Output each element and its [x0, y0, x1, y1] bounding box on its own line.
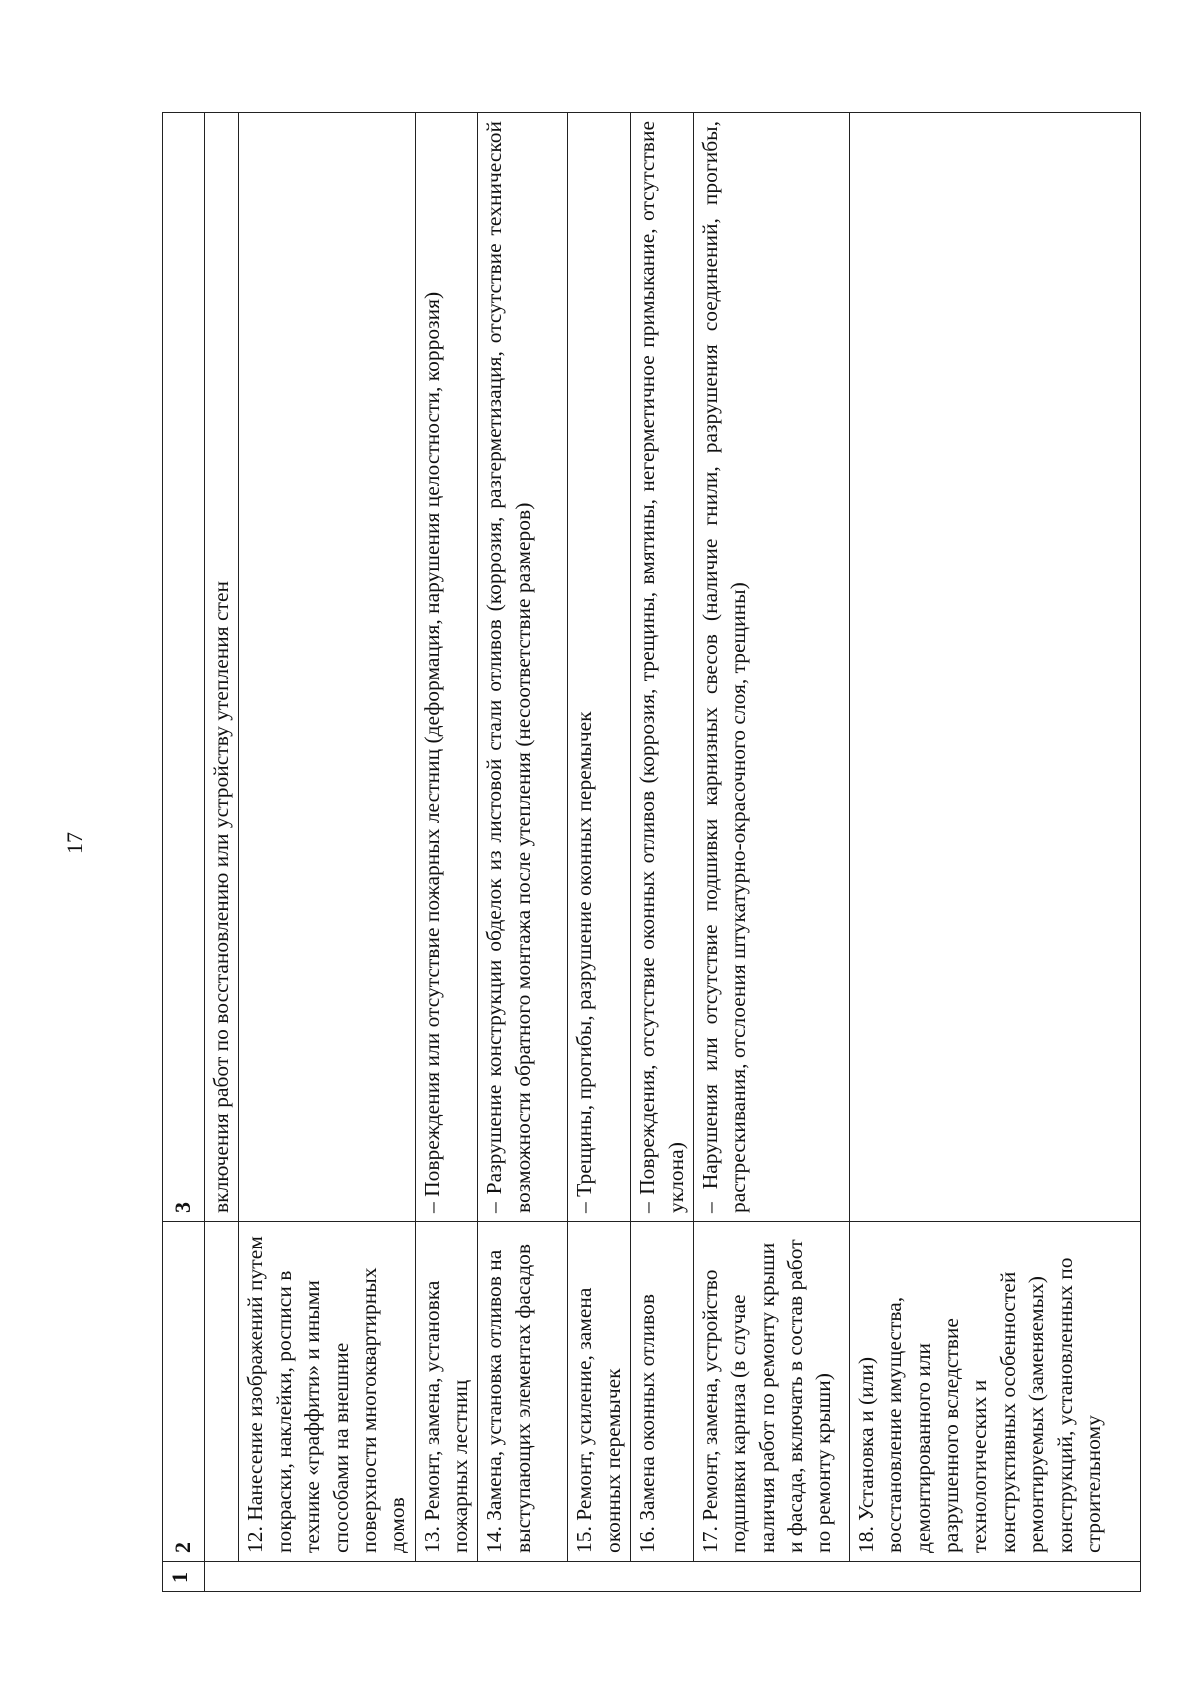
- work-cell: 16. Замена оконных отливов: [631, 1222, 694, 1562]
- defect-cell: – Трещины, прогибы, разрушение оконных перемычек: [568, 113, 631, 1222]
- table-row: [849, 113, 1140, 1592]
- page-number: 17: [62, 832, 87, 854]
- work-cell: 13. Ремонт, замена, установка пожарных лестниц: [415, 1222, 478, 1562]
- work-cell: 14. Замена, установка отливов на выступающих элементах фасадов: [478, 1222, 568, 1562]
- table-header-row: [163, 113, 205, 1592]
- header-col-1: 1: [163, 1562, 205, 1592]
- defect-cell: – Разрушение конструкции обделок из листовой стали отливов (коррозия, разгерметизация, отсутствие технической возможности обратного монтажа после утепления (несоответствие размеров): [478, 113, 568, 1222]
- table-row: [239, 113, 415, 1592]
- header-col-2: 2: [163, 1222, 205, 1562]
- work-cell: 18. Установка и (или) восстановление имущества, демонтированного или разрушенного вследствие технологических и конструктивных особенностей ремонтируемых (заменяемых) конструкций, установленных по строительному: [849, 1222, 1140, 1562]
- work-cell: 12. Нанесение изображений путем покраски, наклейки, росписи в технике «граффити» и иными способами на внешние поверхности многоквартирных домов: [239, 1222, 415, 1562]
- table-row: [693, 113, 849, 1592]
- defect-cell: – Повреждения или отсутствие пожарных лестниц (деформация, нарушения целостности, коррозия): [415, 113, 478, 1222]
- rotated-table-container: [162, 112, 1105, 1592]
- work-cell: 17. Ремонт, замена, устройство подшивки карниза (в случае наличия работ по ремонту крыши и фасада, включать в состав работ по ремонту крыши): [693, 1222, 849, 1562]
- defect-cell: [239, 113, 415, 1222]
- header-col-3: 3: [163, 113, 205, 1222]
- table-row: [478, 113, 568, 1592]
- section-col2: [205, 1222, 239, 1562]
- number-cell: [205, 1562, 1141, 1592]
- defect-cell: – Повреждения, отсутствие оконных отливов (коррозия, трещины, вмятины, негерметичное примыкание, отсутствие уклона): [631, 113, 694, 1222]
- work-cell: 15. Ремонт, усиление, замена оконных перемычек: [568, 1222, 631, 1562]
- section-row: [205, 113, 239, 1592]
- table-row: [568, 113, 631, 1592]
- section-text: включения работ по восстановлению или устройству утепления стен: [205, 113, 239, 1222]
- defect-cell: [849, 113, 1140, 1222]
- table-row: [631, 113, 694, 1592]
- works-table: [162, 112, 1141, 1592]
- defect-cell: – Нарушения или отсутствие подшивки карнизных свесов (наличие гнили, разрушения соединений, прогибы, растрескивания, отслоения штукатурно-окрасочного слоя, трещины): [693, 113, 849, 1222]
- table-row: [415, 113, 478, 1592]
